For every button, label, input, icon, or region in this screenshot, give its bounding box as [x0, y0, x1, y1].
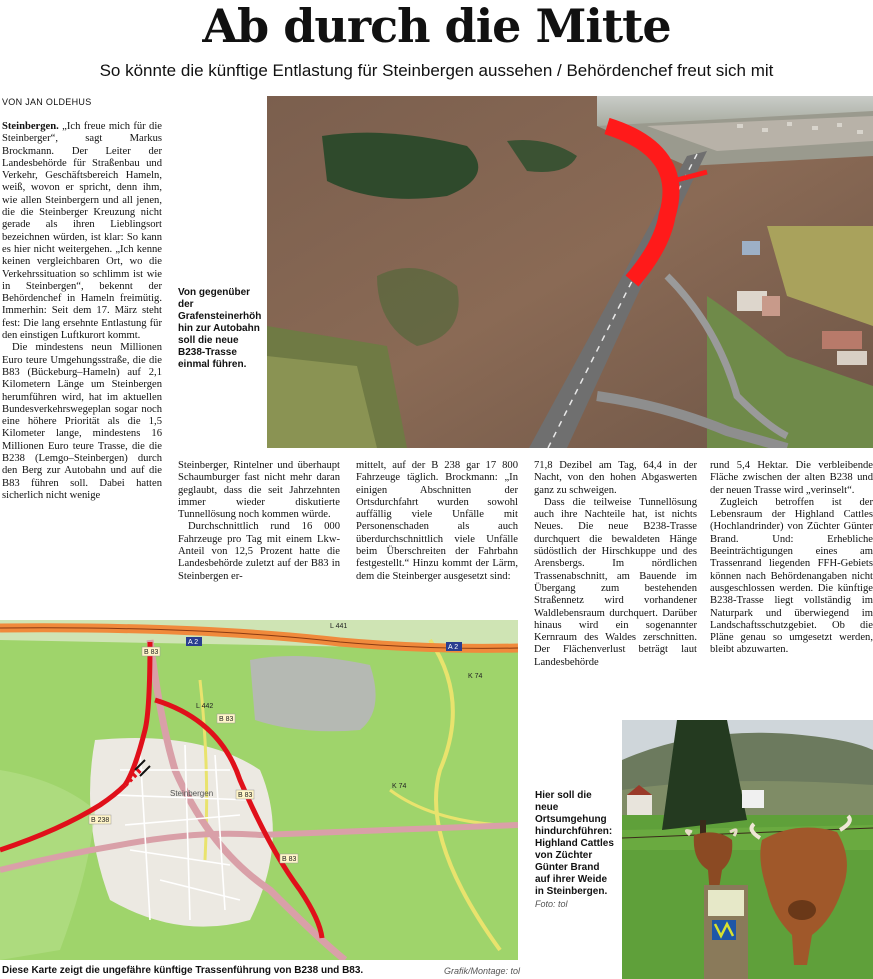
route-map-graphic — [0, 620, 518, 960]
col4-paragraph-2: Dass die teilweise Tunnellösung auch ihre Nachteile hat, ist nichts Neues. Die neue B238-Trasse durchquert die bewaldeten Hänge südöstlich der Hirschkuppe und des Arensbergs. Im nördlichen Trassenabschnitt, am Bauende im Übergang zum bestehenden Straßennetz wird vorhandener Waldlebensraum durchquert. Darüber hinaus wird ein sogenannter Kernraum des Waldes zerschnitten. Der Flächenverlust beträgt laut Landesbehörde — [534, 496, 697, 668]
map-label-b83-4: B 83 — [282, 856, 297, 863]
map-label-l442: L 442 — [196, 703, 214, 710]
dateline: Steinbergen. — [2, 121, 59, 132]
col2-paragraph-1: Steinberger, Rintelner und überhaupt Schaumburger fast nicht mehr daran geglaubt, dass die seit Jahrzehnten immer wieder diskutierte Tunnellösung noch kommen würde. — [178, 460, 340, 521]
map-label-b83-2: B 83 — [219, 716, 234, 723]
col1-paragraph-1: „Ich freue mich für die Steinberger“, sagt Markus Brockmann. Der Leiter der Landesbehörde für Straßenbau und Verkehr, Geschäftsbereich Hameln, weiß, wovon er spricht, denn ihm, wie allen Steinbergern und all jenen, die die Steinberger Kreuzung nicht gerade als ihren Lieblingsort bezeichnen würden, ist klar: So kann es hier nicht weitergehen. „Ich kenne keinen vergleichbaren Ort, wo die Verkehrssituation so schlimm ist wie in Steinbergen“, bekennt der Behördenchef in Hameln freimütig. Immerhin: Seit dem 17. März steht fest: Die lang ersehnte Entlastung für den einstigen Luftkurort kommt. — [2, 121, 162, 342]
map-caption-text: Diese Karte zeigt die ungefähre künftige Trassenführung von B238 und B83. — [2, 965, 364, 976]
map-label-a2-west: A 2 — [188, 639, 199, 646]
col5-paragraph-1: rund 5,4 Hektar. Die verbleibende Fläche zwischen der alten B238 und der neuen Trasse wird „verinselt“. — [710, 460, 873, 496]
cattle-photo-caption — [535, 790, 617, 911]
map-label-b83-1: B 83 — [144, 649, 159, 656]
headline: Ab durch die Mitte — [202, 0, 671, 53]
map-label-k74: K 74 — [468, 673, 483, 680]
byline: VON JAN OLDEHUS — [2, 97, 92, 107]
aerial-photo-illustration — [267, 96, 873, 448]
subheadline: So könnte die künftige Entlastung für Steinbergen aussehen / Behördenchef freut sich mit — [99, 61, 774, 80]
aerial-photo — [267, 96, 873, 448]
map-label-k74-south: K 74 — [392, 783, 407, 790]
article-column-2 — [178, 460, 340, 615]
cattle-photo — [622, 720, 873, 979]
map-label-l441: L 441 — [330, 623, 348, 630]
col4-paragraph-1: 71,8 Dezibel am Tag, 64,4 in der Nacht, von den hohen Abgaswerten ganz zu schweigen. — [534, 460, 697, 496]
map-label-b83-3: B 83 — [238, 792, 253, 799]
col2-paragraph-2: Durchschnittlich rund 16 000 Fahrzeuge pro Tag mit einem Lkw-Anteil von 12,5 Prozent hatte die Landesbehörde zuletzt auf der B83 in Steinbergen er- — [178, 521, 340, 582]
col1-paragraph-2: Die mindestens neun Millionen Euro teure Umgehungsstraße, die die B83 (Bückeburg–Hameln) auf 2,1 Kilometern Länge um Steinbergen herumführen wird, hat im aktuellen Bundesverkehrswegeplan sogar noch eine höhere Priorität als die 1,5 Kilometer lange, mindestens 16 Millionen Euro teure Trasse, die die B238 (Lemgo–Steinbergen) durch den Berg zur Autobahn und auf die B83 führen soll. Dabei hatten sicherlich nicht wenige — [2, 342, 162, 501]
article-column-1 — [2, 121, 162, 615]
article-column-5 — [710, 460, 873, 715]
cattle-caption-credit: Foto: tol — [535, 899, 568, 909]
col3-paragraph-1: mittelt, auf der B 238 gar 17 800 Fahrzeuge täglich. Brockmann: „In einigen Abschnitten der Ortsdurchfahrt wurden sowohl auffällig viele Unfälle mit Personenschaden als auch überdurchschnittlich viele Unfälle beim Überschreiten der Fahrbahn festgestellt.“ Hinzu kommt der Lärm, dem die Steinberger ausgesetzt sind: — [356, 460, 518, 582]
map-caption — [2, 965, 520, 977]
map-label-town: Steinbergen — [170, 789, 214, 798]
col5-paragraph-2: Zugleich betroffen ist der Lebensraum der Highland Cattles (Hochlandrinder) von Züchter Günter Brand. Und: Erhebliche Beeinträchtigungen eines am Trassenrand liegenden FFH-Gebiets können nach Behördenangaben nicht ausgeschlossen werden. Die künftige B238-Trasse liegt vollständig im Naturpark und überwiegend im Landschaftsschutzgebiet. Ob die Pläne genau so umgesetzt werden, bleibt abzuwarten. — [710, 496, 873, 656]
map-label-a2-east: A 2 — [448, 644, 459, 651]
map-label-b238: B 238 — [91, 817, 110, 824]
article-column-4 — [534, 460, 697, 710]
map-caption-credit: Grafik/Montage: tol — [443, 966, 520, 976]
cattle-caption-text: Hier soll die neue Ortsumgehung hindurchführen: Highland Cattles von Züchter Günter Brand auf ihrer Weide in Steinbergen. — [535, 790, 614, 897]
cattle-photo-illustration — [622, 720, 873, 979]
route-map — [0, 620, 518, 960]
article-column-3 — [356, 460, 518, 615]
aerial-photo-caption: Von gegenüber der Grafensteinerhöh hin zur Autobahn soll die neue B238-Trasse einmal führen. — [178, 287, 262, 370]
